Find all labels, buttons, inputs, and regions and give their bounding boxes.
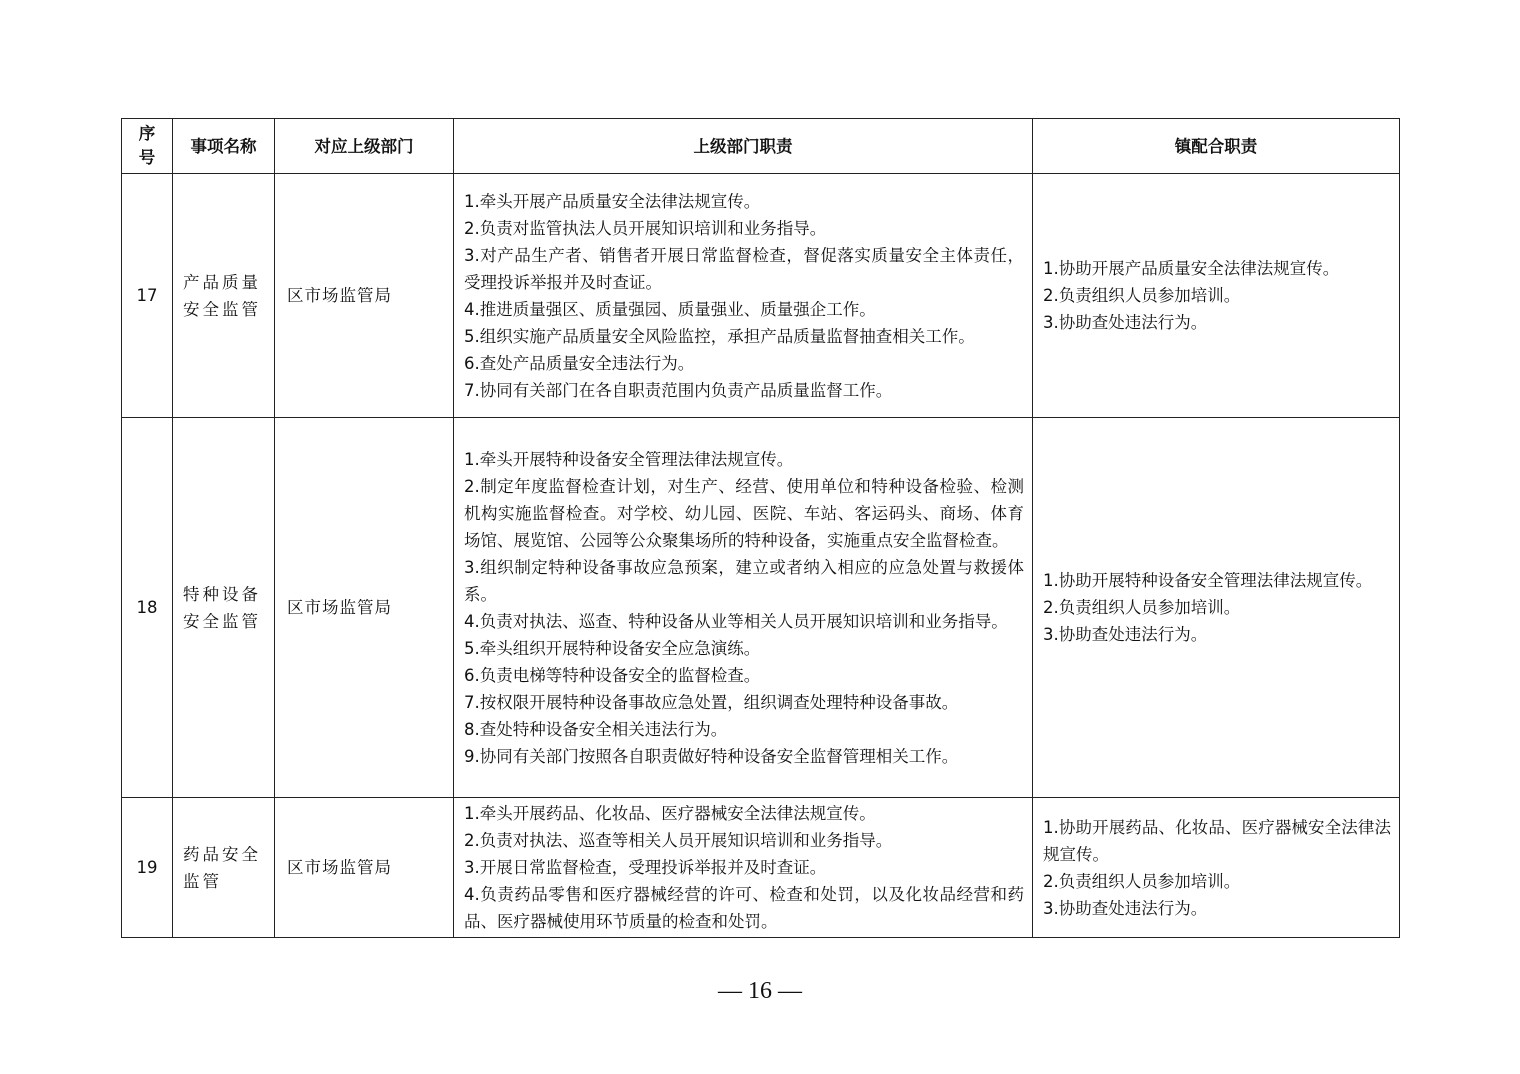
duty-item: 5.牵头组织开展特种设备安全应急演练。 — [464, 638, 761, 658]
table-header-row — [122, 119, 1400, 174]
duty-item: 1.牵头开展药品、化妆品、医疗器械安全法律法规宣传。 — [464, 804, 876, 823]
duty-item: 7.协同有关部门在各自职责范围内负责产品质量监督工作。 — [464, 380, 893, 400]
header-name: 事项名称 — [173, 119, 275, 174]
town-duty-item: 3.协助查处违法行为。 — [1043, 313, 1208, 332]
row-town-duties — [1033, 418, 1400, 798]
table-row — [122, 174, 1400, 418]
town-duty-item: 1.协助开展特种设备安全管理法律法规宣传。 — [1043, 571, 1373, 590]
header-duties: 上级部门职责 — [454, 119, 1033, 174]
duty-item: 5.组织实施产品质量安全风险监控，承担产品质量监督抽查相关工作。 — [464, 326, 975, 346]
duty-item: 6.查处产品质量安全违法行为。 — [464, 353, 695, 373]
row-town-duties — [1033, 174, 1400, 418]
town-duty-item: 1.协助开展药品、化妆品、医疗器械安全法律法规宣传。 — [1043, 817, 1391, 864]
duty-item: 7.按权限开展特种设备事故应急处置，组织调查处理特种设备事故。 — [464, 692, 959, 712]
town-duty-item: 1.协助开展产品质量安全法律法规宣传。 — [1043, 259, 1340, 278]
row-superior-duties — [454, 798, 1033, 938]
duty-item: 2.负责对监管执法人员开展知识培训和业务指导。 — [464, 218, 827, 238]
duty-item: 8.查处特种设备安全相关违法行为。 — [464, 719, 728, 739]
duty-item: 9.协同有关部门按照各自职责做好特种设备安全监督管理相关工作。 — [464, 746, 959, 766]
row-town-duties — [1033, 798, 1400, 938]
row-department: 区市场监管局 — [275, 174, 454, 418]
duty-item: 4.负责药品零售和医疗器械经营的许可、检查和处罚，以及化妆品经营和药品、医疗器械使用环节质量的检查和处罚。 — [464, 885, 1024, 931]
duty-item: 6.负责电梯等特种设备安全的监督检查。 — [464, 665, 761, 685]
duty-item: 2.制定年度监督检查计划，对生产、经营、使用单位和特种设备检验、检测机构实施监督检查。对学校、幼儿园、医院、车站、客运码头、商场、体育场馆、展览馆、公园等公众聚集场所的特种设备，实施重点安全监督检查。 — [464, 476, 1024, 550]
row-superior-duties — [454, 418, 1033, 798]
table-row — [122, 798, 1400, 938]
town-duty-item: 3.协助查处违法行为。 — [1043, 625, 1208, 644]
row-department: 区市场监管局 — [275, 798, 454, 938]
duty-item: 4.负责对执法、巡查、特种设备从业等相关人员开展知识培训和业务指导。 — [464, 611, 1008, 631]
table-body — [122, 174, 1400, 938]
duty-item: 3.对产品生产者、销售者开展日常监督检查，督促落实质量安全主体责任，受理投诉举报并及时查证。 — [464, 245, 1024, 292]
responsibility-table-wrapper — [121, 118, 1399, 938]
header-town: 镇配合职责 — [1033, 119, 1400, 174]
duty-item: 4.推进质量强区、质量强园、质量强业、质量强企工作。 — [464, 299, 876, 319]
row-seq: 17 — [122, 174, 173, 418]
town-duty-item: 3.协助查处违法行为。 — [1043, 898, 1208, 918]
header-dept: 对应上级部门 — [275, 119, 454, 174]
duty-item: 1.牵头开展特种设备安全管理法律法规宣传。 — [464, 449, 794, 469]
duty-item: 1.牵头开展产品质量安全法律法规宣传。 — [464, 191, 761, 211]
duty-item: 3.组织制定特种设备事故应急预案，建立或者纳入相应的应急处置与救援体系。 — [464, 557, 1024, 604]
row-item-name: 产品质量安全监管 — [173, 174, 275, 418]
row-item-name: 特种设备安全监管 — [173, 418, 275, 798]
table-row — [122, 418, 1400, 798]
town-duty-item: 2.负责组织人员参加培训。 — [1043, 286, 1241, 305]
duty-item: 3.开展日常监督检查，受理投诉举报并及时查证。 — [464, 858, 827, 877]
row-seq: 18 — [122, 418, 173, 798]
row-department: 区市场监管局 — [275, 418, 454, 798]
header-seq: 序 号 — [122, 119, 173, 174]
row-superior-duties — [454, 174, 1033, 418]
town-duty-item: 2.负责组织人员参加培训。 — [1043, 598, 1241, 617]
responsibility-table — [121, 118, 1400, 938]
row-item-name: 药品安全监管 — [173, 798, 275, 938]
duty-item: 2.负责对执法、巡查等相关人员开展知识培训和业务指导。 — [464, 831, 893, 850]
row-seq: 19 — [122, 798, 173, 938]
town-duty-item: 2.负责组织人员参加培训。 — [1043, 871, 1241, 891]
page-number: — 16 — — [718, 978, 802, 1004]
